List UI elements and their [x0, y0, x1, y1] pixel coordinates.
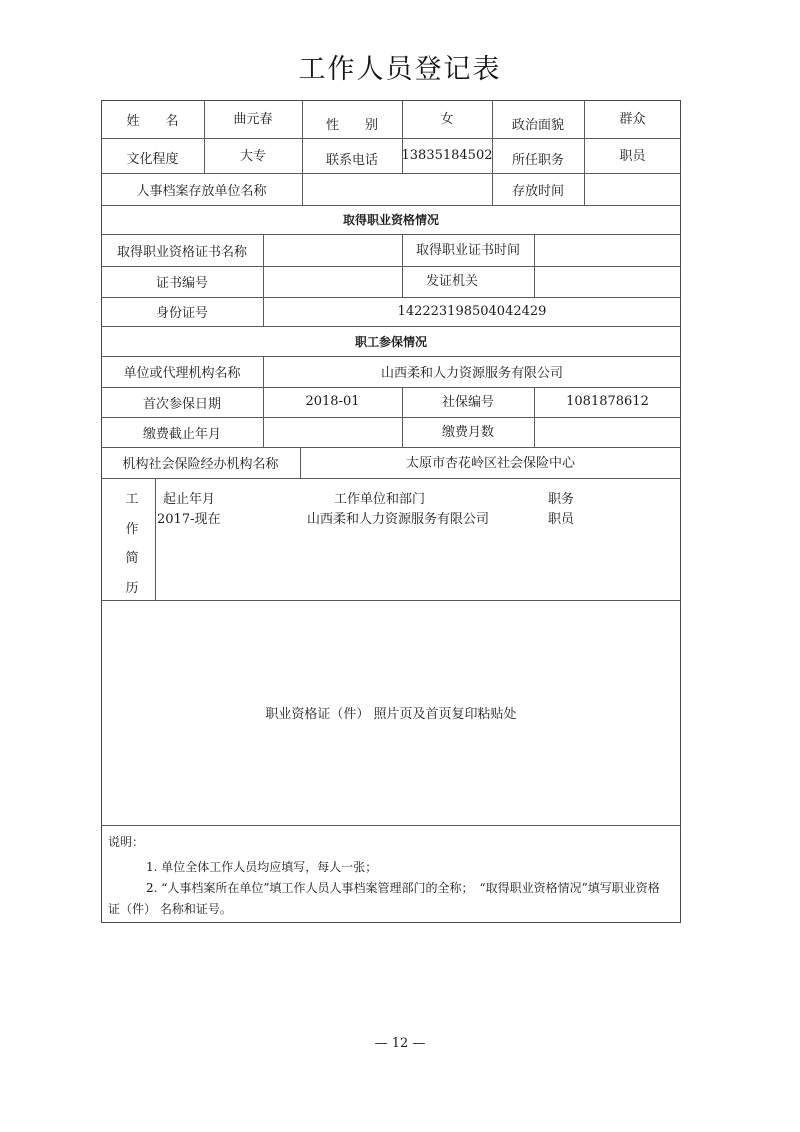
- page-number: — 12 —: [374, 1036, 426, 1051]
- note-line-3: 证（件） 名称和证号。: [108, 902, 232, 916]
- social-security-number-label: 社保编号: [441, 394, 494, 410]
- cert-time-value: [534, 234, 681, 266]
- photo-paste-area: 职业资格证（件） 照片页及首页复印粘贴处: [265, 707, 517, 722]
- cert-time-label: 取得职业证书时间: [415, 242, 520, 258]
- cert-name-label: 取得职业资格证书名称: [116, 244, 247, 260]
- resume-duty: 职员: [548, 512, 575, 527]
- resume-unit: 山西柔和人力资源服务有限公司: [307, 512, 490, 527]
- phone-value: 13835184502: [402, 147, 492, 163]
- cert-number-value: [263, 266, 402, 297]
- position-value: 职员: [619, 148, 646, 164]
- payment-months-label: 缴费月数: [441, 425, 494, 440]
- archive-unit-label: 人事档案存放单位名称: [136, 183, 267, 199]
- note-line-1: 1. 单位全体工作人员均应填写，每人一张；: [146, 860, 378, 874]
- note-line-2: 2. “人事档案所在单位”填工作人员人事档案管理部门的全称； “取得职业资格情况”填写职业资格: [146, 881, 660, 895]
- issuer-label: 发证机关: [425, 274, 478, 289]
- phone-label: 联系电话: [325, 152, 378, 168]
- name-label: 姓 名: [126, 113, 179, 129]
- notes-heading: 说明：: [108, 835, 145, 849]
- gender-value: 女: [440, 111, 454, 127]
- section-qualification-heading: 取得职业资格情况: [342, 213, 439, 227]
- resume-header-unit: 工作单位和部门: [334, 492, 426, 507]
- payment-months-value: [534, 417, 681, 447]
- id-number-value: 142223198504042429: [397, 304, 547, 319]
- resume-period: 2017-现在: [157, 512, 221, 527]
- first-insured-date-value: 2018-01: [305, 393, 360, 409]
- insurance-agency-value: 太原市杏花岭区社会保险中心: [405, 455, 575, 471]
- archive-unit-value: [302, 173, 492, 205]
- political-label: 政治面貌: [511, 117, 564, 133]
- insured-unit-value: 山西柔和人力资源服务有限公司: [380, 366, 563, 381]
- resume-label-char: 简: [125, 551, 139, 566]
- archive-time-value: [584, 173, 681, 205]
- resume-label-char: 作: [125, 522, 139, 537]
- section-insurance-heading: 职工参保情况: [354, 334, 427, 349]
- gender-label: 性 别: [325, 117, 378, 133]
- payment-deadline-value: [263, 417, 402, 447]
- name-value: 曲元春: [233, 111, 273, 127]
- resume-header-period: 起止年月: [163, 492, 216, 507]
- cert-number-label: 证书编号: [155, 276, 208, 291]
- education-value: 大专: [239, 148, 266, 164]
- political-value: 群众: [619, 111, 646, 127]
- social-security-number-value: 1081878612: [566, 393, 649, 409]
- resume-label-char: 历: [125, 581, 139, 596]
- insurance-agency-label: 机构社会保险经办机构名称: [122, 457, 279, 472]
- cert-name-value: [263, 234, 402, 266]
- id-number-label: 身份证号: [155, 306, 208, 321]
- position-label: 所任职务: [511, 152, 564, 168]
- first-insured-date-label: 首次参保日期: [142, 396, 221, 412]
- form-title: 工作人员登记表: [298, 54, 502, 85]
- resume-header-duty: 职务: [548, 492, 575, 507]
- archive-time-label: 存放时间: [511, 183, 564, 199]
- resume-label-char: 工: [125, 492, 139, 507]
- issuer-value: [534, 266, 681, 297]
- payment-deadline-label: 缴费截止年月: [142, 426, 221, 442]
- education-label: 文化程度: [126, 151, 179, 167]
- insured-unit-label: 单位或代理机构名称: [123, 366, 241, 381]
